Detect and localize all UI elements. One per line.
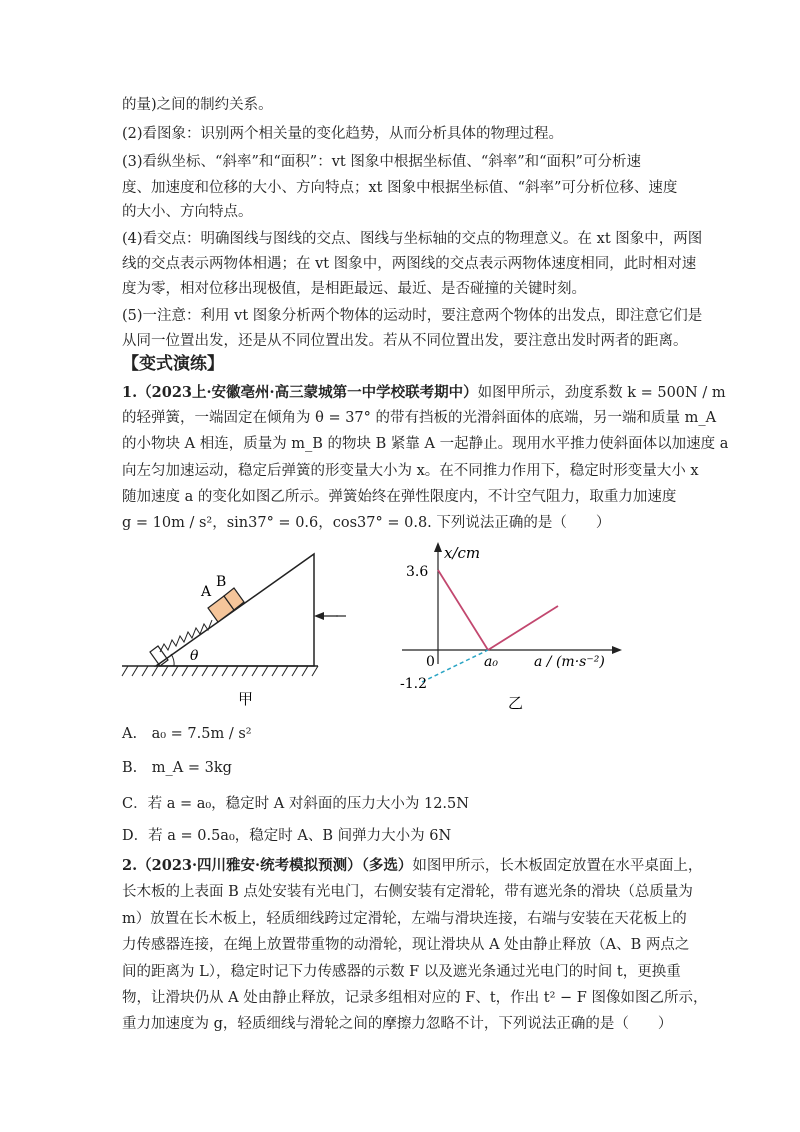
figure-caption-left: 甲 <box>238 690 254 708</box>
question-1-source: 1.（2023上·安徽亳州·高三蒙城第一中学校联考期中） <box>122 384 478 401</box>
text-line: 线的交点表示两物体相遇；在 vt 图象中，两图线的交点表示两物体速度相同，此时相对速 <box>122 256 697 272</box>
text-line: 的轻弹簧，一端固定在倾角为 θ = 37° 的带有挡板的光滑斜面体的底端，另一端和质量 m_A <box>122 410 717 426</box>
text-line: 度为零，相对位移出现极值，是相距最远、最近、是否碰撞的关键时刻。 <box>122 281 586 297</box>
text-line: 长木板的上表面 B 点处安装有光电门，右侧安装有定滑轮，带有遮光条的滑块（总质量为 <box>122 884 693 900</box>
push-arrow-tail <box>336 610 346 620</box>
text-line: 向左匀加速运动，稳定后弹簧的形变量大小为 x。在不同推力作用下，稳定时形变量大小 x <box>122 463 699 479</box>
question-2-first-line <box>122 856 702 876</box>
text-line: 物，让滑块仍从 A 处由静止释放，记录多组相对应的 F、t，作出 t² − F 图像如图乙所示， <box>122 990 708 1006</box>
text-line: 从同一位置出发，还是从不同位置出发。若从不同位置出发，要注意出发时两者的距离。 <box>122 333 688 349</box>
text-line: 力传感器连接，在绳上放置带重物的动滑轮，现让滑块从 A 处由静止释放（A、B 两点之 <box>122 937 690 953</box>
text-line: (4)看交点：明确图线与图线的交点、图线与坐标轴的交点的物理意义。在 xt 图象中，两图 <box>122 231 703 247</box>
text-line: 随加速度 a 的变化如图乙所示。弹簧始终在弹性限度内，不计空气阻力，取重力加速度 <box>122 489 677 505</box>
text-line: m）放置在长木板上，轻质细线跨过定滑轮，左端与滑块连接，右端与安装在天花板上的 <box>122 911 687 927</box>
text-line: (2)看图象：识别两个相关量的变化趋势，从而分析具体的物理过程。 <box>122 126 564 142</box>
text-line: (3)看纵坐标、“斜率”和“面积”：vt 图象中根据坐标值、“斜率”和“面积”可分析速 <box>122 154 641 170</box>
option-b: B. m_A = 3kg <box>122 760 232 776</box>
question-2-source: 2.（2023·四川雅安·统考模拟预测）（多选） <box>122 857 413 874</box>
x-point-a0: a₀ <box>484 654 498 670</box>
y-axis-label: x/cm <box>444 544 481 562</box>
question-2-text: 如图甲所示，长木板固定放置在水平桌面上， <box>412 858 703 874</box>
figure-caption-right: 乙 <box>508 694 524 712</box>
label-a: A <box>201 584 212 600</box>
label-b: B <box>216 574 227 590</box>
x-axis-label: a / (m·s⁻²) <box>534 654 605 670</box>
option-c: C．若 a = a₀，稳定时 A 对斜面的压力大小为 12.5N <box>122 796 469 812</box>
text-line: (5)一注意：利用 vt 图象分析两个物体的运动时，要注意两个物体的出发点，即注意它们是 <box>122 308 703 324</box>
text-line: 的大小、方向特点。 <box>122 204 253 220</box>
section-title: 【变式演练】 <box>122 354 224 374</box>
option-a: A. a₀ = 7.5m / s² <box>122 726 252 742</box>
y-tick-top: 3.6 <box>406 564 429 580</box>
option-d: D．若 a = 0.5a₀，稳定时 A、B 间弹力大小为 6N <box>122 828 452 844</box>
question-1-text: 如图甲所示，劲度系数 k = 500N / m <box>477 385 726 401</box>
figure-incline <box>118 548 338 708</box>
text-line: 的小物块 A 相连，质量为 m_B 的物块 B 紧靠 A 一起静止。现用水平推力使斜面体以加速度 a <box>122 436 729 452</box>
text-line: g = 10m / s²，sin37° = 0.6，cos37° = 0.8. 下列说法正确的是（ ） <box>122 515 611 531</box>
text-line: 间的距离为 L），稳定时记下力传感器的示数 F 以及遮光条通过光电门的时间 t，更换重 <box>122 964 681 980</box>
question-1-first-line <box>122 383 726 403</box>
text-line: 重力加速度为 g，轻质细线与滑轮之间的摩擦力忽略不计，下列说法正确的是（ ） <box>122 1016 673 1032</box>
text-line: 度、加速度和位移的大小、方向特点；xt 图象中根据坐标值、“斜率”可分析位移、速度 <box>122 180 678 196</box>
y-tick-negative: -1.2 <box>400 676 427 692</box>
figure-graph <box>362 536 632 716</box>
label-theta: θ <box>190 648 199 664</box>
origin-label: 0 <box>426 654 435 670</box>
text-line: 的量)之间的制约关系。 <box>122 97 273 113</box>
